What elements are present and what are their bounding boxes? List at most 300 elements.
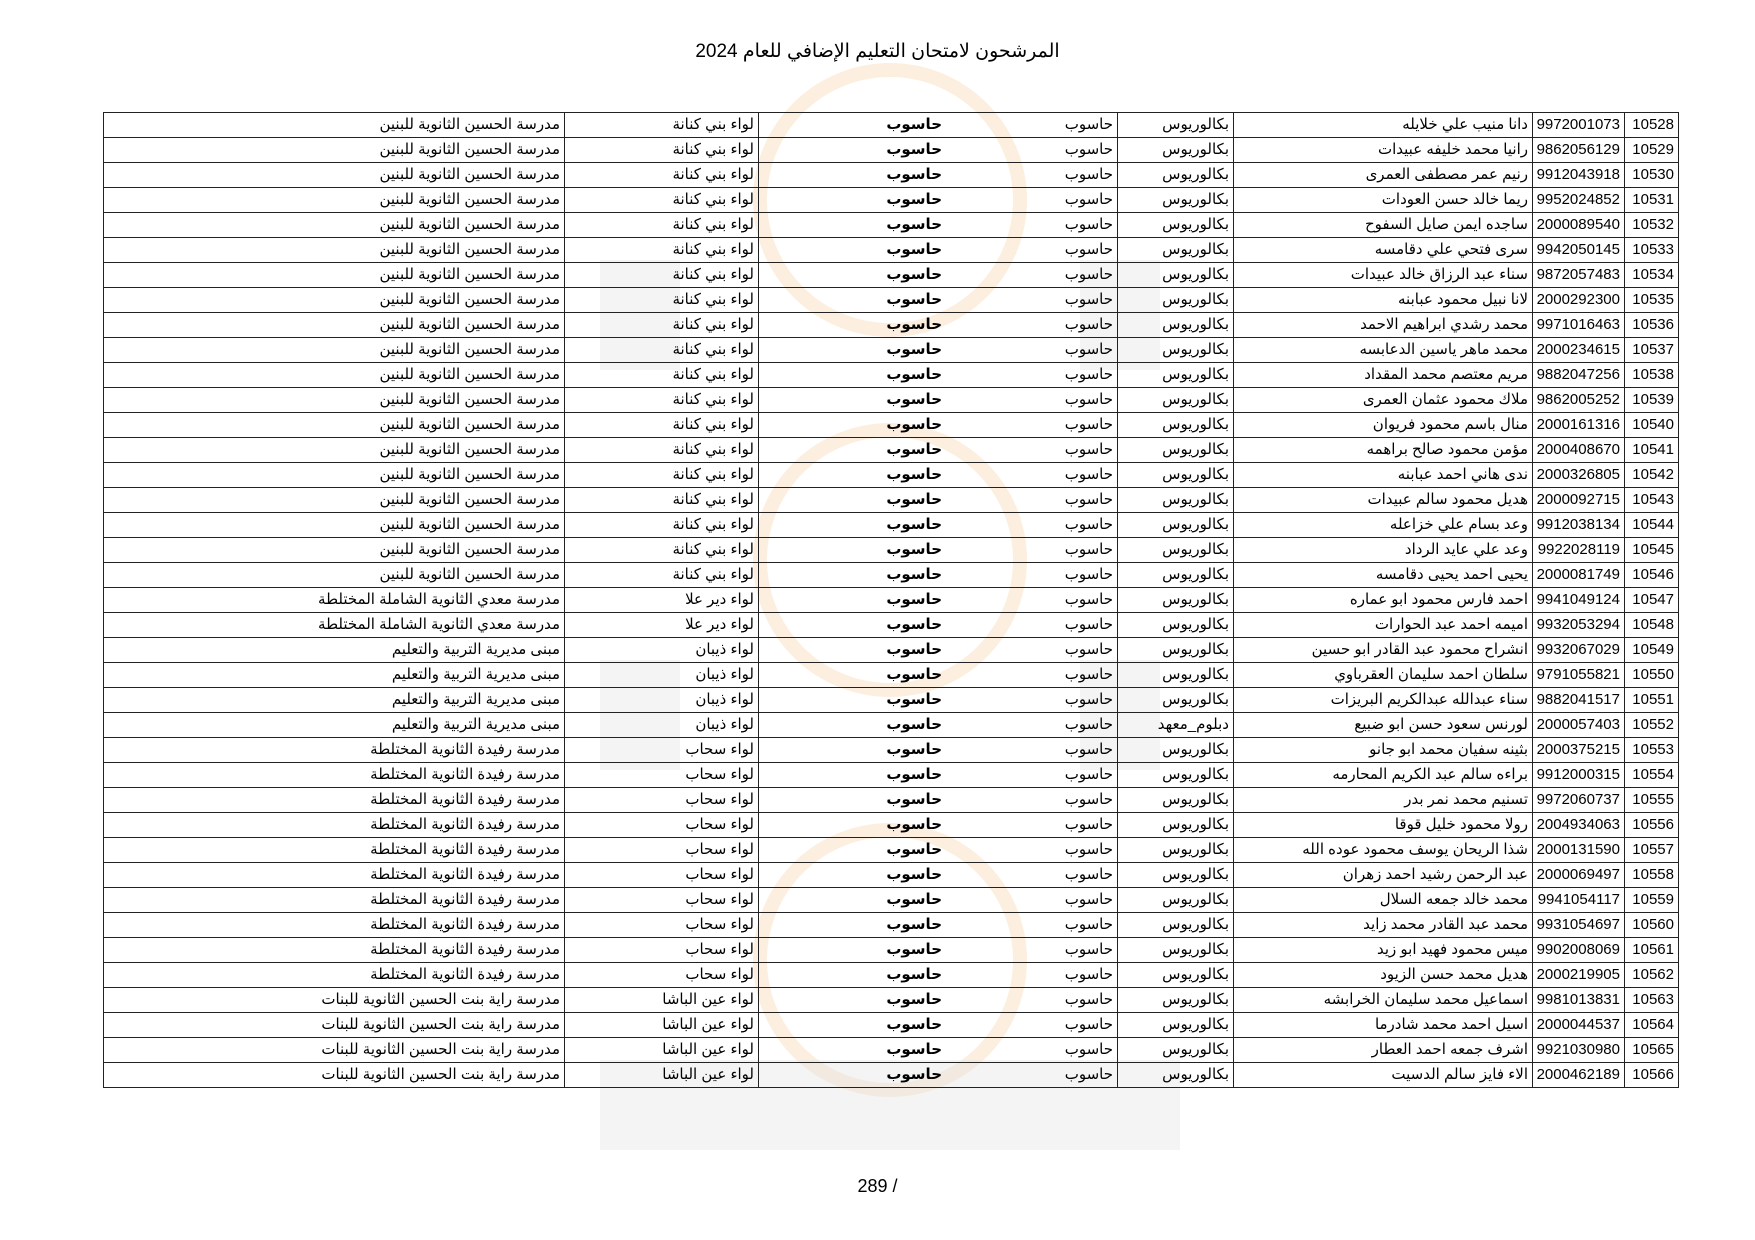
- degree-cell: بكالوريوس: [1118, 1038, 1234, 1063]
- exam-center-cell: مدرسة الحسين الثانوية للبنين: [104, 238, 565, 263]
- exam-center-cell: مدرسة الحسين الثانوية للبنين: [104, 563, 565, 588]
- major-cell: حاسوب: [966, 338, 1118, 363]
- page-title: المرشحون لامتحان التعليم الإضافي للعام 2024: [695, 41, 1060, 62]
- national-id-cell: 2000292300: [1533, 288, 1625, 313]
- seat-number-cell: 10551: [1625, 688, 1679, 713]
- major-cell: حاسوب: [966, 838, 1118, 863]
- table-row: [104, 1063, 1679, 1088]
- seat-number-cell: 10547: [1625, 588, 1679, 613]
- exam-subject-cell: حاسوب: [759, 938, 967, 963]
- candidate-name-cell: محمد عبد القادر محمد زايد: [1234, 913, 1533, 938]
- major-cell: حاسوب: [966, 363, 1118, 388]
- seat-number-cell: 10553: [1625, 738, 1679, 763]
- degree-cell: بكالوريوس: [1118, 188, 1234, 213]
- exam-subject-cell: حاسوب: [759, 413, 967, 438]
- candidate-name-cell: وعد بسام علي خزاعله: [1234, 513, 1533, 538]
- seat-number-cell: 10537: [1625, 338, 1679, 363]
- degree-cell: بكالوريوس: [1118, 563, 1234, 588]
- seat-number-cell: 10542: [1625, 463, 1679, 488]
- table-row: [104, 1013, 1679, 1038]
- table-row: [104, 463, 1679, 488]
- table-row: [104, 813, 1679, 838]
- exam-center-cell: مدرسة معدي الثانوية الشاملة المختلطة: [104, 588, 565, 613]
- exam-subject-cell: حاسوب: [759, 713, 967, 738]
- exam-subject-cell: حاسوب: [759, 888, 967, 913]
- seat-number-cell: 10565: [1625, 1038, 1679, 1063]
- district-cell: لواء بني كنانة: [565, 388, 759, 413]
- major-cell: حاسوب: [966, 1013, 1118, 1038]
- degree-cell: بكالوريوس: [1118, 963, 1234, 988]
- national-id-cell: 2000131590: [1533, 838, 1625, 863]
- exam-subject-cell: حاسوب: [759, 838, 967, 863]
- candidate-name-cell: ملاك محمود عثمان العمرى: [1234, 388, 1533, 413]
- national-id-cell: 9912038134: [1533, 513, 1625, 538]
- exam-center-cell: مدرسة الحسين الثانوية للبنين: [104, 163, 565, 188]
- table-row: [104, 613, 1679, 638]
- seat-number-cell: 10533: [1625, 238, 1679, 263]
- exam-subject-cell: حاسوب: [759, 913, 967, 938]
- table-row: [104, 838, 1679, 863]
- national-id-cell: 9882041517: [1533, 688, 1625, 713]
- exam-center-cell: مدرسة الحسين الثانوية للبنين: [104, 313, 565, 338]
- table-row: [104, 913, 1679, 938]
- district-cell: لواء بني كنانة: [565, 413, 759, 438]
- degree-cell: بكالوريوس: [1118, 238, 1234, 263]
- exam-center-cell: مدرسة راية بنت الحسين الثانوية للبنات: [104, 1013, 565, 1038]
- national-id-cell: 2000219905: [1533, 963, 1625, 988]
- table-row: [104, 263, 1679, 288]
- exam-center-cell: مدرسة رفيدة الثانوية المختلطة: [104, 963, 565, 988]
- major-cell: حاسوب: [966, 263, 1118, 288]
- degree-cell: بكالوريوس: [1118, 938, 1234, 963]
- table-row: [104, 963, 1679, 988]
- district-cell: لواء بني كنانة: [565, 163, 759, 188]
- degree-cell: بكالوريوس: [1118, 638, 1234, 663]
- exam-center-cell: مدرسة الحسين الثانوية للبنين: [104, 463, 565, 488]
- exam-center-cell: مدرسة الحسين الثانوية للبنين: [104, 538, 565, 563]
- seat-number-cell: 10562: [1625, 963, 1679, 988]
- exam-subject-cell: حاسوب: [759, 213, 967, 238]
- seat-number-cell: 10544: [1625, 513, 1679, 538]
- district-cell: لواء بني كنانة: [565, 463, 759, 488]
- exam-center-cell: مدرسة راية بنت الحسين الثانوية للبنات: [104, 1038, 565, 1063]
- exam-center-cell: مبنى مديرية التربية والتعليم: [104, 688, 565, 713]
- table-row: [104, 738, 1679, 763]
- district-cell: لواء بني كنانة: [565, 313, 759, 338]
- degree-cell: بكالوريوس: [1118, 1013, 1234, 1038]
- table-row: [104, 563, 1679, 588]
- exam-center-cell: مدرسة رفيدة الثانوية المختلطة: [104, 888, 565, 913]
- table-row: [104, 1038, 1679, 1063]
- candidate-name-cell: ريما خالد حسن العودات: [1234, 188, 1533, 213]
- degree-cell: بكالوريوس: [1118, 163, 1234, 188]
- major-cell: حاسوب: [966, 663, 1118, 688]
- district-cell: لواء سحاب: [565, 788, 759, 813]
- national-id-cell: 9902008069: [1533, 938, 1625, 963]
- exam-subject-cell: حاسوب: [759, 538, 967, 563]
- exam-subject-cell: حاسوب: [759, 338, 967, 363]
- seat-number-cell: 10560: [1625, 913, 1679, 938]
- district-cell: لواء عين الباشا: [565, 1063, 759, 1088]
- candidate-name-cell: عبد الرحمن رشيد احمد زهران: [1234, 863, 1533, 888]
- exam-center-cell: مدرسة الحسين الثانوية للبنين: [104, 388, 565, 413]
- seat-number-cell: 10559: [1625, 888, 1679, 913]
- exam-subject-cell: حاسوب: [759, 588, 967, 613]
- candidate-name-cell: محمد رشدي ابراهيم الاحمد: [1234, 313, 1533, 338]
- degree-cell: بكالوريوس: [1118, 413, 1234, 438]
- candidate-name-cell: محمد خالد جمعه السلال: [1234, 888, 1533, 913]
- seat-number-cell: 10548: [1625, 613, 1679, 638]
- district-cell: لواء بني كنانة: [565, 113, 759, 138]
- exam-center-cell: مبنى مديرية التربية والتعليم: [104, 713, 565, 738]
- candidate-name-cell: ندى هاني احمد عبابنه: [1234, 463, 1533, 488]
- candidate-name-cell: هديل محمد حسن الزيود: [1234, 963, 1533, 988]
- degree-cell: بكالوريوس: [1118, 313, 1234, 338]
- exam-subject-cell: حاسوب: [759, 138, 967, 163]
- candidate-name-cell: اشرف جمعه احمد العطار: [1234, 1038, 1533, 1063]
- major-cell: حاسوب: [966, 738, 1118, 763]
- major-cell: حاسوب: [966, 938, 1118, 963]
- exam-subject-cell: حاسوب: [759, 863, 967, 888]
- table-row: [104, 863, 1679, 888]
- seat-number-cell: 10530: [1625, 163, 1679, 188]
- seat-number-cell: 10550: [1625, 663, 1679, 688]
- table-row: [104, 238, 1679, 263]
- district-cell: لواء بني كنانة: [565, 363, 759, 388]
- seat-number-cell: 10545: [1625, 538, 1679, 563]
- table-row: [104, 663, 1679, 688]
- candidates-table: [103, 112, 1679, 1088]
- major-cell: حاسوب: [966, 1038, 1118, 1063]
- exam-subject-cell: حاسوب: [759, 663, 967, 688]
- exam-center-cell: مدرسة الحسين الثانوية للبنين: [104, 113, 565, 138]
- exam-center-cell: مدرسة الحسين الثانوية للبنين: [104, 488, 565, 513]
- national-id-cell: 2004934063: [1533, 813, 1625, 838]
- national-id-cell: 2000092715: [1533, 488, 1625, 513]
- seat-number-cell: 10534: [1625, 263, 1679, 288]
- degree-cell: بكالوريوس: [1118, 813, 1234, 838]
- table-row: [104, 763, 1679, 788]
- district-cell: لواء بني كنانة: [565, 138, 759, 163]
- exam-center-cell: مدرسة الحسين الثانوية للبنين: [104, 363, 565, 388]
- candidate-name-cell: هديل محمود سالم عبيدات: [1234, 488, 1533, 513]
- major-cell: حاسوب: [966, 563, 1118, 588]
- candidate-name-cell: وعد علي عايد الرداد: [1234, 538, 1533, 563]
- candidate-name-cell: شذا الريحان يوسف محمود عوده الله: [1234, 838, 1533, 863]
- candidate-name-cell: محمد ماهر ياسين الدعابسه: [1234, 338, 1533, 363]
- exam-center-cell: مدرسة الحسين الثانوية للبنين: [104, 138, 565, 163]
- seat-number-cell: 10552: [1625, 713, 1679, 738]
- national-id-cell: 9932067029: [1533, 638, 1625, 663]
- major-cell: حاسوب: [966, 913, 1118, 938]
- exam-center-cell: مدرسة رفيدة الثانوية المختلطة: [104, 813, 565, 838]
- seat-number-cell: 10557: [1625, 838, 1679, 863]
- major-cell: حاسوب: [966, 788, 1118, 813]
- national-id-cell: 2000375215: [1533, 738, 1625, 763]
- exam-center-cell: مدرسة الحسين الثانوية للبنين: [104, 338, 565, 363]
- national-id-cell: 9912043918: [1533, 163, 1625, 188]
- seat-number-cell: 10528: [1625, 113, 1679, 138]
- national-id-cell: 2000057403: [1533, 713, 1625, 738]
- national-id-cell: 9791055821: [1533, 663, 1625, 688]
- exam-subject-cell: حاسوب: [759, 363, 967, 388]
- degree-cell: بكالوريوس: [1118, 388, 1234, 413]
- national-id-cell: 9952024852: [1533, 188, 1625, 213]
- seat-number-cell: 10561: [1625, 938, 1679, 963]
- district-cell: لواء سحاب: [565, 938, 759, 963]
- candidate-name-cell: دانا منيب علي خلايله: [1234, 113, 1533, 138]
- exam-subject-cell: حاسوب: [759, 788, 967, 813]
- candidate-name-cell: رولا محمود خليل قوقا: [1234, 813, 1533, 838]
- exam-center-cell: مدرسة رفيدة الثانوية المختلطة: [104, 938, 565, 963]
- national-id-cell: 2000081749: [1533, 563, 1625, 588]
- national-id-cell: 2000462189: [1533, 1063, 1625, 1088]
- table-row: [104, 788, 1679, 813]
- table-row: [104, 588, 1679, 613]
- table-row: [104, 188, 1679, 213]
- seat-number-cell: 10539: [1625, 388, 1679, 413]
- major-cell: حاسوب: [966, 413, 1118, 438]
- table-row: [104, 688, 1679, 713]
- exam-subject-cell: حاسوب: [759, 288, 967, 313]
- national-id-cell: 2000161316: [1533, 413, 1625, 438]
- major-cell: حاسوب: [966, 138, 1118, 163]
- exam-center-cell: مبنى مديرية التربية والتعليم: [104, 638, 565, 663]
- exam-subject-cell: حاسوب: [759, 738, 967, 763]
- major-cell: حاسوب: [966, 288, 1118, 313]
- exam-subject-cell: حاسوب: [759, 1038, 967, 1063]
- district-cell: لواء بني كنانة: [565, 513, 759, 538]
- exam-subject-cell: حاسوب: [759, 963, 967, 988]
- candidate-name-cell: منال باسم محمود فريوان: [1234, 413, 1533, 438]
- degree-cell: بكالوريوس: [1118, 438, 1234, 463]
- major-cell: حاسوب: [966, 538, 1118, 563]
- exam-subject-cell: حاسوب: [759, 463, 967, 488]
- exam-subject-cell: حاسوب: [759, 638, 967, 663]
- exam-subject-cell: حاسوب: [759, 1013, 967, 1038]
- exam-center-cell: مدرسة راية بنت الحسين الثانوية للبنات: [104, 1063, 565, 1088]
- degree-cell: بكالوريوس: [1118, 838, 1234, 863]
- exam-center-cell: مدرسة الحسين الثانوية للبنين: [104, 263, 565, 288]
- exam-center-cell: مدرسة الحسين الثانوية للبنين: [104, 188, 565, 213]
- exam-subject-cell: حاسوب: [759, 763, 967, 788]
- degree-cell: بكالوريوس: [1118, 663, 1234, 688]
- exam-subject-cell: حاسوب: [759, 563, 967, 588]
- exam-center-cell: مدرسة رفيدة الثانوية المختلطة: [104, 863, 565, 888]
- exam-subject-cell: حاسوب: [759, 813, 967, 838]
- national-id-cell: 2000326805: [1533, 463, 1625, 488]
- district-cell: لواء بني كنانة: [565, 263, 759, 288]
- table-row: [104, 538, 1679, 563]
- seat-number-cell: 10540: [1625, 413, 1679, 438]
- candidate-name-cell: سناء عبدالله عبدالكريم البريزات: [1234, 688, 1533, 713]
- table-row: [104, 413, 1679, 438]
- candidate-name-cell: الاء فايز سالم الدسيت: [1234, 1063, 1533, 1088]
- table-row: [104, 938, 1679, 963]
- exam-subject-cell: حاسوب: [759, 113, 967, 138]
- national-id-cell: 9882047256: [1533, 363, 1625, 388]
- major-cell: حاسوب: [966, 438, 1118, 463]
- table-row: [104, 488, 1679, 513]
- national-id-cell: 9922028119: [1533, 538, 1625, 563]
- exam-center-cell: مدرسة الحسين الثانوية للبنين: [104, 288, 565, 313]
- major-cell: حاسوب: [966, 688, 1118, 713]
- degree-cell: بكالوريوس: [1118, 138, 1234, 163]
- exam-subject-cell: حاسوب: [759, 1063, 967, 1088]
- exam-subject-cell: حاسوب: [759, 388, 967, 413]
- district-cell: لواء بني كنانة: [565, 438, 759, 463]
- national-id-cell: 9921030980: [1533, 1038, 1625, 1063]
- table-row: [104, 638, 1679, 663]
- seat-number-cell: 10531: [1625, 188, 1679, 213]
- degree-cell: بكالوريوس: [1118, 788, 1234, 813]
- national-id-cell: 2000089540: [1533, 213, 1625, 238]
- national-id-cell: 2000069497: [1533, 863, 1625, 888]
- table-row: [104, 363, 1679, 388]
- table-row: [104, 388, 1679, 413]
- major-cell: حاسوب: [966, 463, 1118, 488]
- candidate-name-cell: اميمه احمد عبد الحوارات: [1234, 613, 1533, 638]
- seat-number-cell: 10549: [1625, 638, 1679, 663]
- district-cell: لواء ذيبان: [565, 663, 759, 688]
- exam-center-cell: مدرسة معدي الثانوية الشاملة المختلطة: [104, 613, 565, 638]
- seat-number-cell: 10546: [1625, 563, 1679, 588]
- major-cell: حاسوب: [966, 188, 1118, 213]
- major-cell: حاسوب: [966, 513, 1118, 538]
- major-cell: حاسوب: [966, 713, 1118, 738]
- degree-cell: بكالوريوس: [1118, 463, 1234, 488]
- candidate-name-cell: ميس محمود فهيد ابو زيد: [1234, 938, 1533, 963]
- candidate-name-cell: سرى فتحي علي دقامسه: [1234, 238, 1533, 263]
- district-cell: لواء ذيبان: [565, 638, 759, 663]
- national-id-cell: 9931054697: [1533, 913, 1625, 938]
- district-cell: لواء بني كنانة: [565, 288, 759, 313]
- national-id-cell: 9912000315: [1533, 763, 1625, 788]
- district-cell: لواء عين الباشا: [565, 988, 759, 1013]
- candidate-name-cell: احمد فارس محمود ابو عماره: [1234, 588, 1533, 613]
- table-row: [104, 338, 1679, 363]
- district-cell: لواء سحاب: [565, 913, 759, 938]
- district-cell: لواء بني كنانة: [565, 213, 759, 238]
- degree-cell: بكالوريوس: [1118, 338, 1234, 363]
- candidate-name-cell: لورنس سعود حسن ابو ضبيع: [1234, 713, 1533, 738]
- seat-number-cell: 10564: [1625, 1013, 1679, 1038]
- degree-cell: بكالوريوس: [1118, 988, 1234, 1013]
- candidate-name-cell: سلطان احمد سليمان العقرباوي: [1234, 663, 1533, 688]
- degree-cell: دبلوم_معهد: [1118, 713, 1234, 738]
- seat-number-cell: 10536: [1625, 313, 1679, 338]
- exam-subject-cell: حاسوب: [759, 613, 967, 638]
- district-cell: لواء سحاب: [565, 763, 759, 788]
- exam-subject-cell: حاسوب: [759, 238, 967, 263]
- degree-cell: بكالوريوس: [1118, 863, 1234, 888]
- major-cell: حاسوب: [966, 163, 1118, 188]
- district-cell: لواء ذيبان: [565, 713, 759, 738]
- degree-cell: بكالوريوس: [1118, 538, 1234, 563]
- district-cell: لواء سحاب: [565, 738, 759, 763]
- exam-subject-cell: حاسوب: [759, 513, 967, 538]
- degree-cell: بكالوريوس: [1118, 888, 1234, 913]
- degree-cell: بكالوريوس: [1118, 213, 1234, 238]
- exam-center-cell: مبنى مديرية التربية والتعليم: [104, 663, 565, 688]
- exam-center-cell: مدرسة الحسين الثانوية للبنين: [104, 413, 565, 438]
- exam-center-cell: مدرسة رفيدة الثانوية المختلطة: [104, 738, 565, 763]
- table-row: [104, 513, 1679, 538]
- exam-center-cell: مدرسة رفيدة الثانوية المختلطة: [104, 838, 565, 863]
- seat-number-cell: 10538: [1625, 363, 1679, 388]
- exam-subject-cell: حاسوب: [759, 988, 967, 1013]
- district-cell: لواء عين الباشا: [565, 1038, 759, 1063]
- candidate-name-cell: بثينه سفيان محمد ابو جانو: [1234, 738, 1533, 763]
- major-cell: حاسوب: [966, 313, 1118, 338]
- candidate-name-cell: مريم معتصم محمد المقداد: [1234, 363, 1533, 388]
- major-cell: حاسوب: [966, 963, 1118, 988]
- exam-subject-cell: حاسوب: [759, 263, 967, 288]
- table-row: [104, 438, 1679, 463]
- table-body: [104, 113, 1679, 1088]
- exam-center-cell: مدرسة رفيدة الثانوية المختلطة: [104, 913, 565, 938]
- candidate-name-cell: اسيل احمد محمد شادرما: [1234, 1013, 1533, 1038]
- degree-cell: بكالوريوس: [1118, 738, 1234, 763]
- exam-center-cell: مدرسة رفيدة الثانوية المختلطة: [104, 763, 565, 788]
- table-row: [104, 138, 1679, 163]
- table-row: [104, 713, 1679, 738]
- major-cell: حاسوب: [966, 1063, 1118, 1088]
- national-id-cell: 9872057483: [1533, 263, 1625, 288]
- major-cell: حاسوب: [966, 388, 1118, 413]
- exam-center-cell: مدرسة رفيدة الثانوية المختلطة: [104, 788, 565, 813]
- candidate-name-cell: انشراح محمود عبد القادر ابو حسين: [1234, 638, 1533, 663]
- seat-number-cell: 10558: [1625, 863, 1679, 888]
- degree-cell: بكالوريوس: [1118, 113, 1234, 138]
- national-id-cell: 9941049124: [1533, 588, 1625, 613]
- candidate-name-cell: تسنيم محمد نمر بدر: [1234, 788, 1533, 813]
- degree-cell: بكالوريوس: [1118, 363, 1234, 388]
- seat-number-cell: 10535: [1625, 288, 1679, 313]
- major-cell: حاسوب: [966, 813, 1118, 838]
- exam-subject-cell: حاسوب: [759, 688, 967, 713]
- district-cell: لواء بني كنانة: [565, 238, 759, 263]
- national-id-cell: 9942050145: [1533, 238, 1625, 263]
- exam-subject-cell: حاسوب: [759, 438, 967, 463]
- major-cell: حاسوب: [966, 213, 1118, 238]
- table-row: [104, 288, 1679, 313]
- major-cell: حاسوب: [966, 588, 1118, 613]
- seat-number-cell: 10532: [1625, 213, 1679, 238]
- seat-number-cell: 10555: [1625, 788, 1679, 813]
- table-row: [104, 163, 1679, 188]
- candidate-name-cell: سناء عبد الرزاق خالد عبيدات: [1234, 263, 1533, 288]
- exam-center-cell: مدرسة الحسين الثانوية للبنين: [104, 213, 565, 238]
- national-id-cell: 9941054117: [1533, 888, 1625, 913]
- national-id-cell: 9862005252: [1533, 388, 1625, 413]
- exam-center-cell: مدرسة الحسين الثانوية للبنين: [104, 438, 565, 463]
- district-cell: لواء بني كنانة: [565, 563, 759, 588]
- candidate-name-cell: رنيم عمر مصطفى العمرى: [1234, 163, 1533, 188]
- seat-number-cell: 10566: [1625, 1063, 1679, 1088]
- degree-cell: بكالوريوس: [1118, 488, 1234, 513]
- national-id-cell: 9971016463: [1533, 313, 1625, 338]
- candidate-name-cell: براءه سالم عبد الكريم المحارمه: [1234, 763, 1533, 788]
- candidate-name-cell: يحيى احمد يحيى دقامسه: [1234, 563, 1533, 588]
- candidate-name-cell: ساجده ايمن صايل السفوح: [1234, 213, 1533, 238]
- district-cell: لواء بني كنانة: [565, 488, 759, 513]
- degree-cell: بكالوريوس: [1118, 588, 1234, 613]
- seat-number-cell: 10556: [1625, 813, 1679, 838]
- national-id-cell: 9932053294: [1533, 613, 1625, 638]
- district-cell: لواء بني كنانة: [565, 538, 759, 563]
- major-cell: حاسوب: [966, 488, 1118, 513]
